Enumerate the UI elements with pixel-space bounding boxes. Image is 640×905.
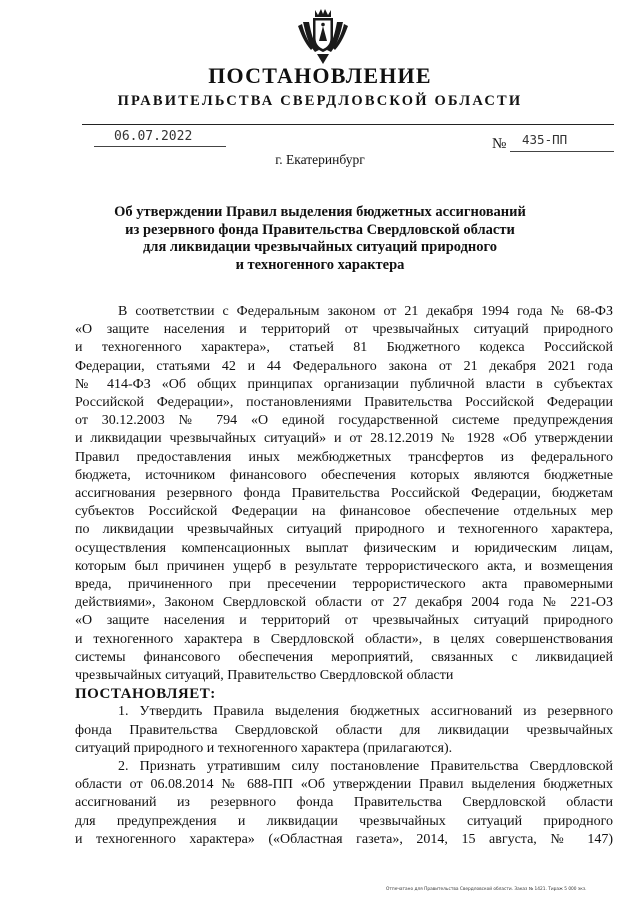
decree-word: ПОСТАНОВЛЯЕТ: (75, 686, 216, 703)
document-title: ПОСТАНОВЛЕНИЕ (208, 63, 432, 88)
document-body (75, 303, 613, 849)
body-line: ситуаций природного и техногенного характера (прилагаются). (75, 740, 453, 756)
document-city: г. Екатеринбург (275, 152, 365, 167)
document-issuer: ПРАВИТЕЛЬСТВА СВЕРДЛОВСКОЙ ОБЛАСТИ (117, 93, 523, 109)
date-underline (94, 146, 226, 147)
body-line: и техногенного характера», статьей 81 Бюджетного кодекса Российской (75, 340, 613, 356)
subject-line: Об утверждении Правил выделения бюджетных ассигнований (114, 204, 526, 220)
body-line: ассигнований из резервного фонда Правительства Свердловской области (75, 795, 613, 811)
preamble-paragraph (75, 303, 613, 685)
body-line: 1. Утвердить Правила выделения бюджетных ассигнований из резервного (118, 704, 613, 720)
document-number: 435-ПП (522, 132, 568, 147)
body-line: «О защите населения и территорий от чрезвычайных ситуаций природного (75, 613, 613, 629)
body-line: для предупреждения и ликвидации чрезвычайных ситуаций природного (75, 813, 613, 829)
body-line: «О защите населения и территорий от чрезвычайных ситуаций природного (75, 322, 613, 338)
number-sign: № (492, 136, 507, 152)
body-line: которым был причинен ущерб в результате террористического акта, и возмещения (75, 558, 613, 574)
body-line: бюджета, источником финансового обеспечения которых являются бюджетные (75, 467, 613, 483)
body-line: Российской Федерации», постановлениями Правительства Российской Федерации (75, 395, 613, 411)
subject-line: и техногенного характера (235, 256, 405, 273)
body-line: чрезвычайных ситуаций, Правительство Свердловской области (75, 668, 454, 684)
body-line: 2. Признать утратившим силу постановление Правительства Свердловской (118, 759, 613, 775)
document-subject (0, 204, 640, 274)
body-line: ассигнования резервного фонда Правительства Российской Федерации, бюджетам (75, 486, 613, 502)
body-line: и техногенного характера» («Областная газета», 2014, 15 августа, № 147) (75, 831, 613, 847)
body-line: В соответствии с Федеральным законом от 21 декабря 1994 года № 68-ФЗ (118, 304, 613, 319)
item-2-paragraph (75, 758, 613, 849)
body-line: и ликвидации чрезвычайных ситуаций» и от 28.12.2019 № 1928 «Об утверждении (75, 431, 613, 447)
body-line: действиями», Законом Свердловской области от 27 декабря 2004 года № 221-ОЗ (75, 595, 613, 611)
item-1-paragraph (75, 703, 613, 758)
body-line: по ликвидации чрезвычайных ситуаций природного и техногенного характера, (75, 522, 613, 538)
body-line: Правил предоставления иных межбюджетных трансфертов из федерального (75, 449, 613, 465)
body-line: системы финансового обеспечения мероприятий, связанных с ликвидацией (75, 649, 613, 665)
print-footer: Отпечатано для Правительства Свердловской области. Заказ № 1421. Тираж 5 000 экз. (386, 887, 587, 892)
body-line: области от 06.08.2014 № 688-ПП «Об утверждении Правил выделения бюджетных (75, 777, 613, 793)
body-line: вреда, причиненного при пресечении террористического акта правомерными (75, 577, 613, 593)
header-divider (82, 124, 614, 125)
body-line: Федерации, статьями 42 и 44 Федерального закона от 21 декабря 2021 года (75, 358, 613, 374)
body-line: и техногенного характера в Свердловской области», в целях совершенствования (75, 631, 613, 647)
body-line: субъектов Российской Федерации на финансовое обеспечение отдельных мер (75, 504, 613, 520)
body-line: осуществления компенсационных выплат физическим и юридическим лицам, (75, 540, 613, 556)
document-date: 06.07.2022 (114, 129, 193, 144)
subject-line: для ликвидации чрезвычайных ситуаций природного (142, 239, 498, 255)
subject-line: из резервного фонда Правительства Свердловской области (125, 221, 515, 238)
body-line: от 30.12.2003 № 794 «О единой государственной системе предупреждения (75, 413, 613, 429)
coat-of-arms-emblem (295, 8, 351, 66)
body-line: фонда Правительства Свердловской области для ликвидации чрезвычайных (75, 722, 613, 738)
body-line: № 414-ФЗ «Об общих принципах организации публичной власти в субъектах (75, 376, 613, 392)
